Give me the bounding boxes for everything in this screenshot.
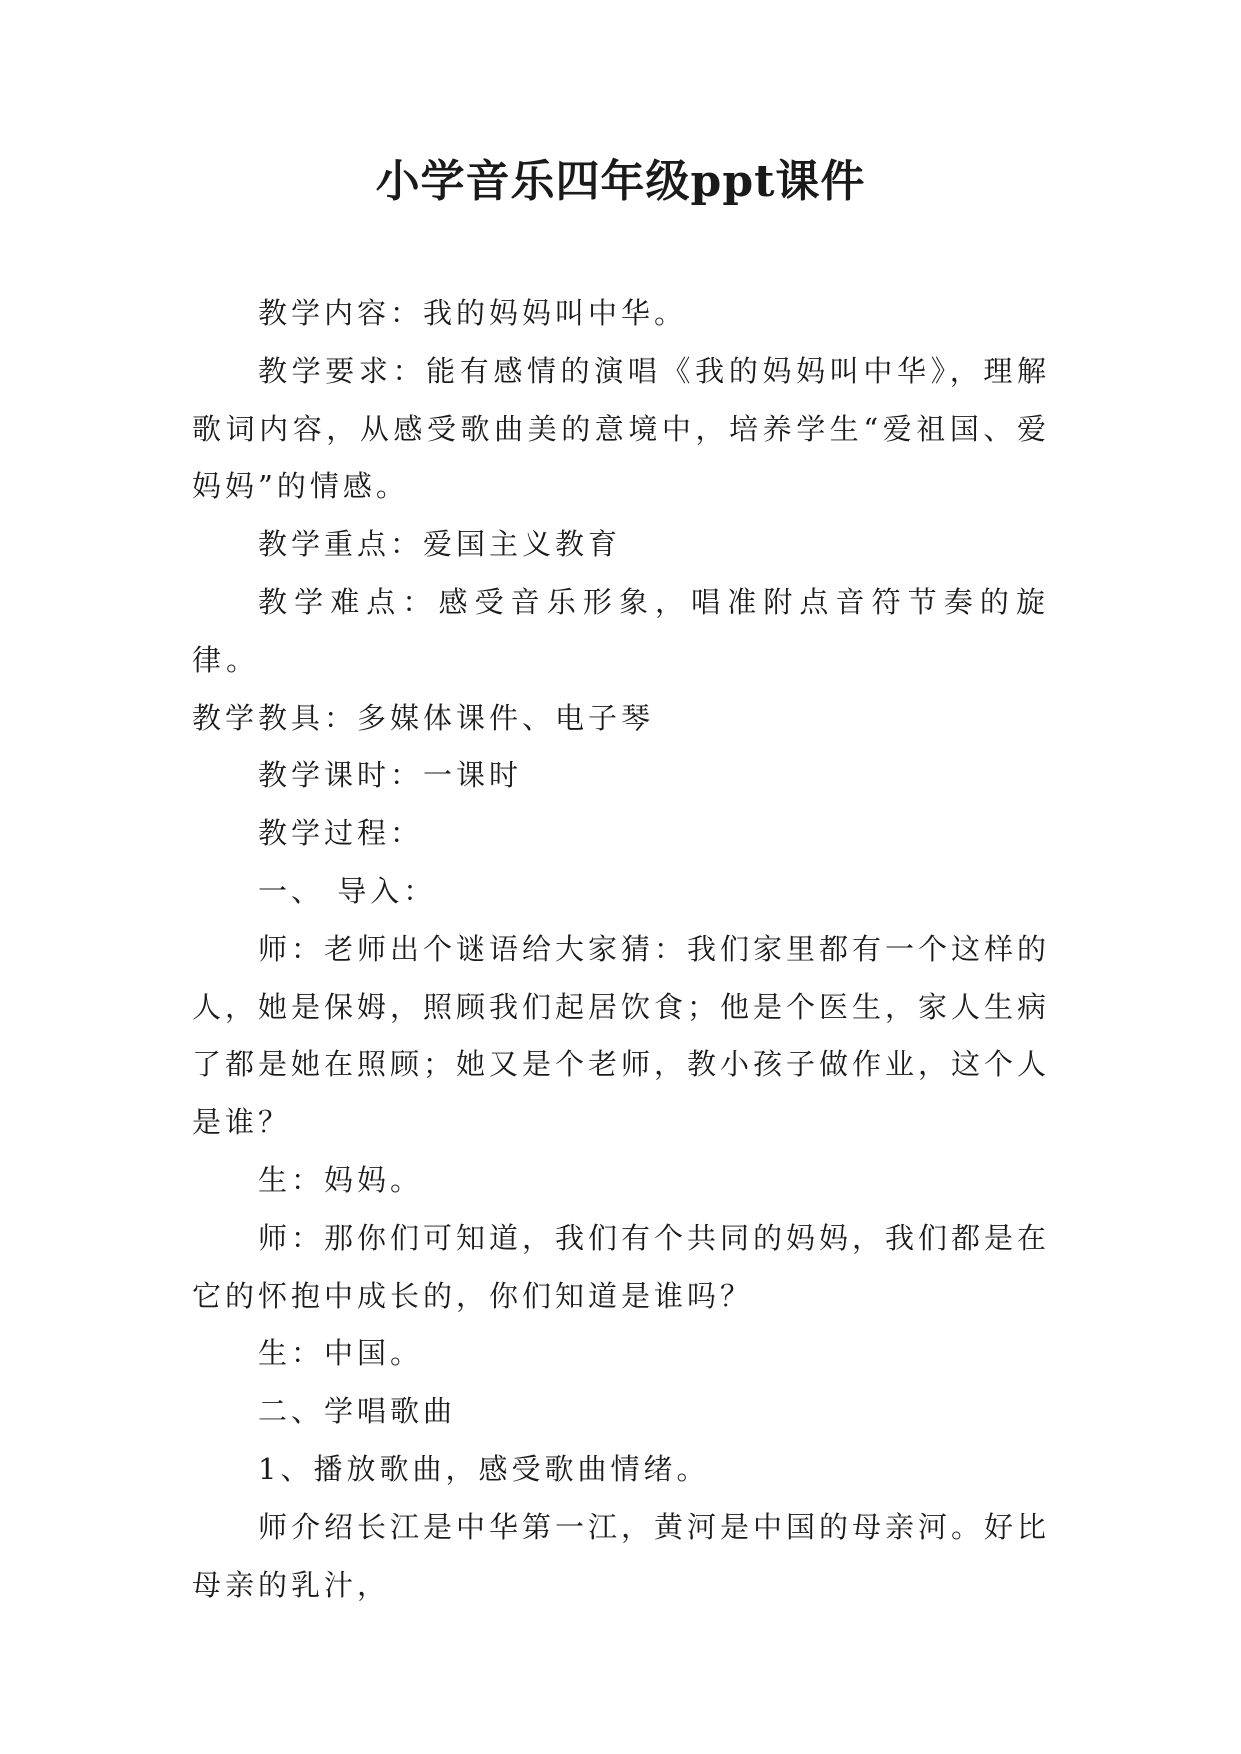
paragraph-section-learn-song: 二、学唱歌曲 bbox=[258, 1394, 457, 1429]
paragraph-student-answer-1: 生：妈妈。 bbox=[258, 1162, 424, 1197]
paragraph-step-1: 1、播放歌曲，感受歌曲情绪。 bbox=[258, 1451, 710, 1486]
paragraph-teaching-aids: 教学教具：多媒体课件、电子琴 bbox=[192, 700, 655, 735]
document-body bbox=[192, 285, 1050, 1614]
paragraph-teacher-question: 师：那你们可知道，我们有个共同的妈妈，我们都是在它的怀抱中成长的，你们知道是谁吗？ bbox=[192, 1220, 1051, 1313]
paragraph-student-answer-2: 生：中国。 bbox=[258, 1336, 424, 1371]
paragraph-teacher-riddle: 师：老师出个谜语给大家猜：我们家里都有一个这样的人，她是保姆，照顾我们起居饮食；他是个医生，家人生病了都是她在照顾；她又是个老师，教小孩子做作业，这个人是谁？ bbox=[192, 931, 1051, 1140]
paragraph-section-intro: 一、 导入： bbox=[258, 873, 437, 908]
paragraph-class-hours: 教学课时：一课时 bbox=[258, 758, 523, 793]
document-title: 小学音乐四年级ppt课件 bbox=[375, 156, 866, 207]
paragraph-teaching-content: 教学内容：我的妈妈叫中华。 bbox=[258, 296, 688, 330]
paragraph-difficult-points: 教学难点：感受音乐形象，唱准附点音符节奏的旋律。 bbox=[192, 584, 1050, 677]
paragraph-teaching-process: 教学过程： bbox=[258, 816, 424, 851]
paragraph-teacher-intro-rivers: 师介绍长江是中华第一江，黄河是中国的母亲河。好比母亲的乳汁， bbox=[192, 1509, 1051, 1602]
paragraph-teaching-requirements: 教学要求：能有感情的演唱《我的妈妈叫中华》，理解歌词内容，从感受歌曲美的意境中，培养学生“爱祖国、爱妈妈”的情感。 bbox=[192, 353, 1050, 504]
paragraph-key-points: 教学重点：爱国主义教育 bbox=[258, 527, 622, 562]
